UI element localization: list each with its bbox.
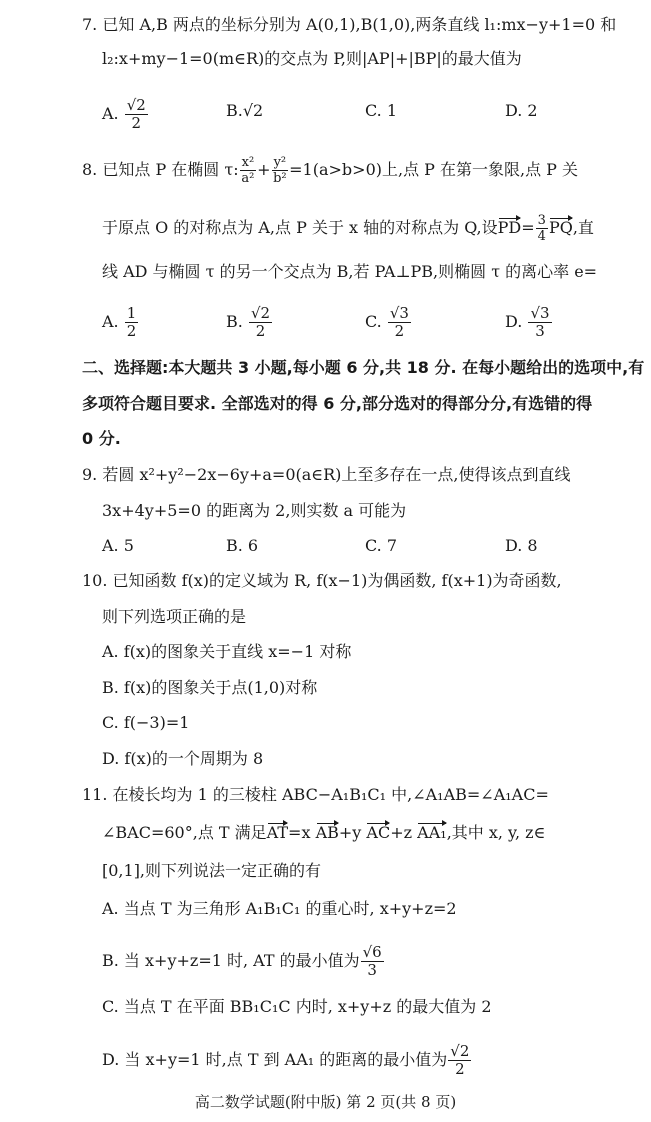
vector-at: AT: [266, 823, 289, 842]
q10-option-d: D. f(x)的一个周期为 8: [102, 749, 264, 768]
q8-option-d: D. $\frac{√3}{3}$: [505, 304, 550, 340]
section2-heading-line1: 二、选择题:本大题共 3 小题,每小题 6 分,共 18 分. 在每小题给出的选项中,有: [82, 358, 645, 377]
q7-option-c: C. 1: [365, 101, 398, 120]
q11-line2: ∠BAC=60°,点 T 满足AT=x AB+y AC+z AA₁,其中 x, y, z∈: [102, 823, 546, 842]
vector-pd: PD: [497, 218, 522, 237]
q7-option-d: D. 2: [505, 101, 538, 120]
q10-option-c: C. f(−3)=1: [102, 713, 190, 732]
q7-option-b: B.√2: [226, 101, 264, 120]
vector-pq: PQ: [548, 218, 573, 237]
q10-line2: 则下列选项正确的是: [102, 607, 247, 626]
section2-heading-line3: 0 分.: [82, 429, 121, 448]
ellipse-x-term: $\frac{\text{x²}}{\text{a²}}$: [241, 155, 255, 186]
q9-option-d: D. 8: [505, 536, 538, 555]
q8-line1: 8. 已知点 P 在椭圆 τ: $\frac{\text{x²}}{\text{a²}}$ + $\frac{\text{y²}}{\text{b²}}$ =1(a>b>0)上,点 P 在第一象限,点 P 关: [82, 155, 579, 186]
q7-option-a: A. $\frac{√2}{2}$: [102, 96, 146, 132]
q9-line2: 3x+4y+5=0 的距离为 2,则实数 a 可能为: [102, 501, 407, 520]
section2-heading-line2: 多项符合题目要求. 全部选对的得 6 分,部分选对的得部分分,有选错的得: [82, 394, 593, 413]
q10-option-a: A. f(x)的图象关于直线 x=−1 对称: [102, 642, 352, 661]
q10-line1: 10. 已知函数 f(x)的定义域为 R, f(x−1)为偶函数, f(x+1)为奇函数,: [82, 571, 562, 590]
page-footer: 高二数学试题(附中版) 第 2 页(共 8 页): [194, 1093, 457, 1111]
q8-line2: 于原点 O 的对称点为 A,点 P 关于 x 轴的对称点为 Q,设PD= $\frac{3}{4}$ PQ,直: [102, 213, 594, 244]
q7-line1: 7. 已知 A,B 两点的坐标分别为 A(0,1),B(1,0),两条直线 l₁:mx−y+1=0 和: [82, 15, 617, 34]
q7-option-a-fraction: $\frac{√2}{2}$: [126, 96, 146, 132]
q11-line1: 11. 在棱长均为 1 的三棱柱 ABC−A₁B₁C₁ 中,∠A₁AB=∠A₁AC=: [82, 785, 549, 804]
q9-line1: 9. 若圆 x²+y²−2x−6y+a=0(a∈R)上至多存在一点,使得该点到直线: [82, 465, 571, 484]
q11-option-c: C. 当点 T 在平面 BB₁C₁C 内时, x+y+z 的最大值为 2: [102, 997, 492, 1016]
q11-line3: [0,1],则下列说法一定正确的有: [102, 861, 322, 880]
vector-ab: AB: [315, 823, 339, 842]
q10-option-b: B. f(x)的图象关于点(1,0)对称: [102, 678, 318, 697]
vector-aa1: AA₁: [417, 823, 447, 842]
q8-line3: 线 AD 与椭圆 τ 的另一个交点为 B,若 PA⊥PB,则椭圆 τ 的离心率 e=: [102, 262, 598, 281]
q8-coefficient: $\frac{3}{4}$: [537, 213, 546, 244]
q11-option-b: B. 当 x+y+z=1 时, AT 的最小值为 $\frac{√6}{3}$: [102, 943, 382, 979]
ellipse-y-term: $\frac{\text{y²}}{\text{b²}}$: [273, 155, 287, 186]
q9-option-c: C. 7: [365, 536, 398, 555]
q11-option-d: D. 当 x+y=1 时,点 T 到 AA₁ 的距离的最小值为 $\frac{√2}{2}$: [102, 1042, 470, 1078]
q9-option-b: B. 6: [226, 536, 259, 555]
vector-ac: AC: [366, 823, 391, 842]
q8-option-c: C. $\frac{√3}{2}$: [365, 304, 409, 340]
q8-option-b: B. $\frac{√2}{2}$: [226, 304, 271, 340]
q8-option-a: A. $\frac{1}{2}$: [102, 304, 137, 340]
q7-line2: l₂:x+my−1=0(m∈R)的交点为 P,则|AP|+|BP|的最大值为: [102, 49, 522, 68]
q9-option-a: A. 5: [102, 536, 134, 555]
q11-option-a: A. 当点 T 为三角形 A₁B₁C₁ 的重心时, x+y+z=2: [102, 899, 457, 918]
